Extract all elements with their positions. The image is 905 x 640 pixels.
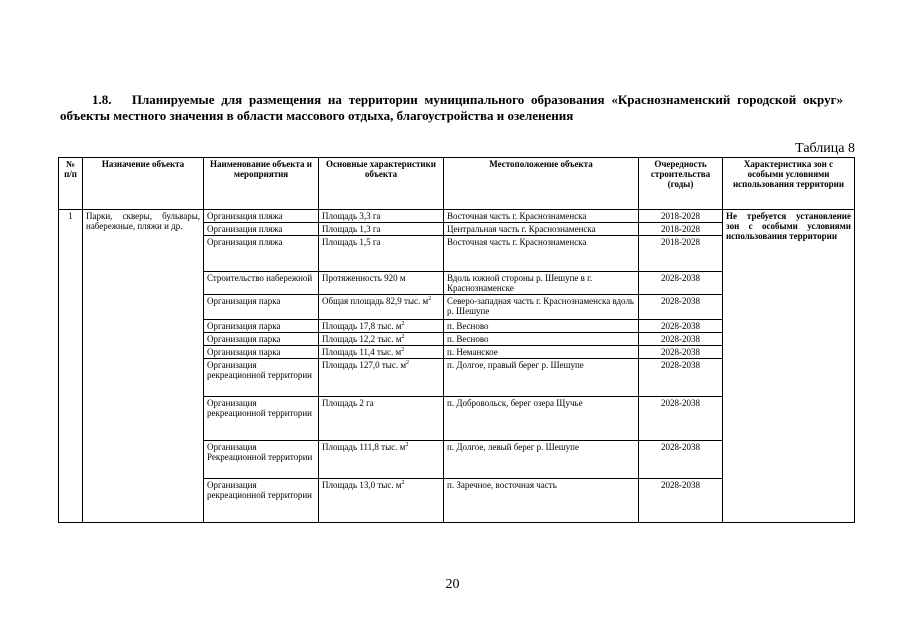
unit-superscript: 2 — [401, 334, 405, 340]
zones-cell: Не требуется установление зон с особыми условиями использования территории — [723, 210, 855, 523]
object-name-cell-text: Организация парка — [207, 296, 281, 306]
characteristics-cell — [319, 333, 444, 346]
location-cell — [444, 223, 639, 236]
object-name-cell — [204, 236, 319, 272]
location-cell-text: Вдоль южной стороны р. Шешупе в г. Краснознаменске — [447, 273, 593, 293]
period-cell-text: 2028-2038 — [661, 321, 700, 331]
object-name-cell-text: Организация парка — [207, 347, 281, 357]
location-cell-text: п. Заречное, восточная часть — [447, 480, 557, 490]
object-name-cell-text: Организация парка — [207, 334, 281, 344]
row-number-cell: 1 — [59, 210, 83, 523]
header-location: Местоположение объекта — [444, 158, 639, 210]
location-cell-text: п. Долгое, правый берег р. Шешупе — [447, 360, 584, 370]
characteristics-cell — [319, 223, 444, 236]
location-cell-text: п. Неманское — [447, 347, 498, 357]
header-period: Очередность строительства (годы) — [639, 158, 723, 210]
location-cell-text: Центральная часть г. Краснознаменска — [447, 224, 596, 234]
location-cell-text: п. Весново — [447, 321, 489, 331]
characteristics-cell — [319, 346, 444, 359]
period-cell — [639, 223, 723, 236]
object-name-cell-text: Строительство набережной — [207, 273, 313, 283]
location-cell — [444, 441, 639, 479]
location-cell — [444, 397, 639, 441]
object-name-cell — [204, 272, 319, 295]
period-cell-text: 2028-2038 — [661, 296, 700, 306]
period-cell — [639, 295, 723, 320]
characteristics-cell-text: Площадь 111,8 тыс. м — [322, 442, 406, 452]
page-number: 20 — [445, 577, 460, 592]
object-name-cell-text: Организация рекреационной территории — [207, 398, 312, 418]
period-cell — [639, 359, 723, 397]
period-cell-text: 2018-2028 — [661, 211, 700, 221]
period-cell-text: 2028-2038 — [661, 442, 700, 452]
object-name-cell-text: Организация Рекреационной территории — [207, 442, 313, 462]
characteristics-cell-text: Площадь 127,0 тыс. м — [322, 360, 407, 370]
unit-superscript: 2 — [406, 360, 410, 366]
characteristics-cell-text: Площадь 17,8 тыс. м — [322, 321, 402, 331]
period-cell-text: 2028-2038 — [661, 273, 700, 283]
characteristics-cell — [319, 359, 444, 397]
header-characteristics: Основные характеристики объекта — [319, 158, 444, 210]
header-zones: Характеристика зон с особыми условиями использования территории — [723, 158, 855, 210]
object-name-cell — [204, 223, 319, 236]
header-purpose: Назначение объекта — [83, 158, 204, 210]
location-cell — [444, 320, 639, 333]
unit-superscript: 2 — [401, 321, 405, 327]
object-name-cell-text: Организация пляжа — [207, 237, 283, 247]
location-cell-text: Северо-западная часть г. Краснознаменска вдоль р. Шешупе — [447, 296, 635, 316]
period-cell — [639, 333, 723, 346]
table-caption: Таблица 8 — [795, 141, 855, 156]
characteristics-cell-text: Площадь 1,3 га — [322, 224, 381, 234]
period-cell-text: 2028-2038 — [661, 347, 700, 357]
header-number: № п/п — [59, 158, 83, 210]
location-cell-text: п. Долгое, левый берег р. Шешупе — [447, 442, 579, 452]
characteristics-cell-text: Площадь 3,3 га — [322, 211, 381, 221]
object-name-cell-text: Организация пляжа — [207, 224, 283, 234]
characteristics-cell-text: Протяженность 920 м — [322, 273, 406, 283]
characteristics-cell — [319, 236, 444, 272]
period-cell-text: 2028-2038 — [661, 360, 700, 370]
section-title: Планируемые для размещения на территории муниципального образования «Краснознаменский городской округ» объекты местного значения в области массового отдыха, благоустройства и озеленения — [60, 92, 843, 123]
characteristics-cell — [319, 479, 444, 523]
period-cell-text: 2018-2028 — [661, 237, 700, 247]
object-name-cell — [204, 397, 319, 441]
characteristics-cell-text: Площадь 12,2 тыс. м — [322, 334, 402, 344]
location-cell — [444, 272, 639, 295]
location-cell-text: п. Добровольск, берег озера Щучье — [447, 398, 583, 408]
object-name-cell — [204, 295, 319, 320]
table-header-row — [59, 158, 855, 210]
object-name-cell-text: Организация рекреационной территории — [207, 480, 312, 500]
unit-superscript: 2 — [401, 347, 405, 353]
period-cell-text: 2018-2028 — [661, 224, 700, 234]
header-object-name: Наименование объекта и мероприятия — [204, 158, 319, 210]
location-cell-text: п. Весново — [447, 334, 489, 344]
purpose-cell: Парки, скверы, бульвары, набережные, пляжи и др. — [83, 210, 204, 523]
location-cell — [444, 295, 639, 320]
period-cell — [639, 397, 723, 441]
location-cell — [444, 236, 639, 272]
period-cell — [639, 441, 723, 479]
planned-objects-table — [58, 157, 855, 523]
characteristics-cell — [319, 320, 444, 333]
unit-superscript: 2 — [405, 442, 409, 448]
location-cell-text: Восточная часть г. Краснознаменска — [447, 211, 587, 221]
unit-superscript: 2 — [428, 296, 432, 302]
table-row — [59, 210, 855, 223]
characteristics-cell — [319, 397, 444, 441]
period-cell — [639, 346, 723, 359]
period-cell-text: 2028-2038 — [661, 398, 700, 408]
object-name-cell-text: Организация пляжа — [207, 211, 283, 221]
period-cell — [639, 479, 723, 523]
location-cell — [444, 210, 639, 223]
object-name-cell — [204, 479, 319, 523]
characteristics-cell — [319, 441, 444, 479]
location-cell — [444, 479, 639, 523]
characteristics-cell — [319, 272, 444, 295]
object-name-cell-text: Организация парка — [207, 321, 281, 331]
unit-superscript: 2 — [401, 480, 405, 486]
object-name-cell — [204, 359, 319, 397]
period-cell — [639, 320, 723, 333]
object-name-cell-text: Организация рекреационной территории — [207, 360, 312, 380]
characteristics-cell-text: Площадь 2 га — [322, 398, 374, 408]
object-name-cell — [204, 320, 319, 333]
location-cell — [444, 346, 639, 359]
period-cell — [639, 236, 723, 272]
location-cell — [444, 359, 639, 397]
object-name-cell — [204, 333, 319, 346]
object-name-cell — [204, 346, 319, 359]
object-name-cell — [204, 210, 319, 223]
characteristics-cell-text: Площадь 1,5 га — [322, 237, 381, 247]
location-cell — [444, 333, 639, 346]
period-cell — [639, 272, 723, 295]
period-cell — [639, 210, 723, 223]
period-cell-text: 2028-2038 — [661, 480, 700, 490]
location-cell-text: Восточная часть г. Краснознаменска — [447, 237, 587, 247]
section-number: 1.8. — [92, 92, 112, 107]
section-heading — [60, 92, 843, 124]
characteristics-cell-text: Площадь 11,4 тыс. м — [322, 347, 402, 357]
period-cell-text: 2028-2038 — [661, 334, 700, 344]
characteristics-cell-text: Общая площадь 82,9 тыс. м — [322, 296, 429, 306]
characteristics-cell-text: Площадь 13,0 тыс. м — [322, 480, 402, 490]
characteristics-cell — [319, 210, 444, 223]
characteristics-cell — [319, 295, 444, 320]
object-name-cell — [204, 441, 319, 479]
